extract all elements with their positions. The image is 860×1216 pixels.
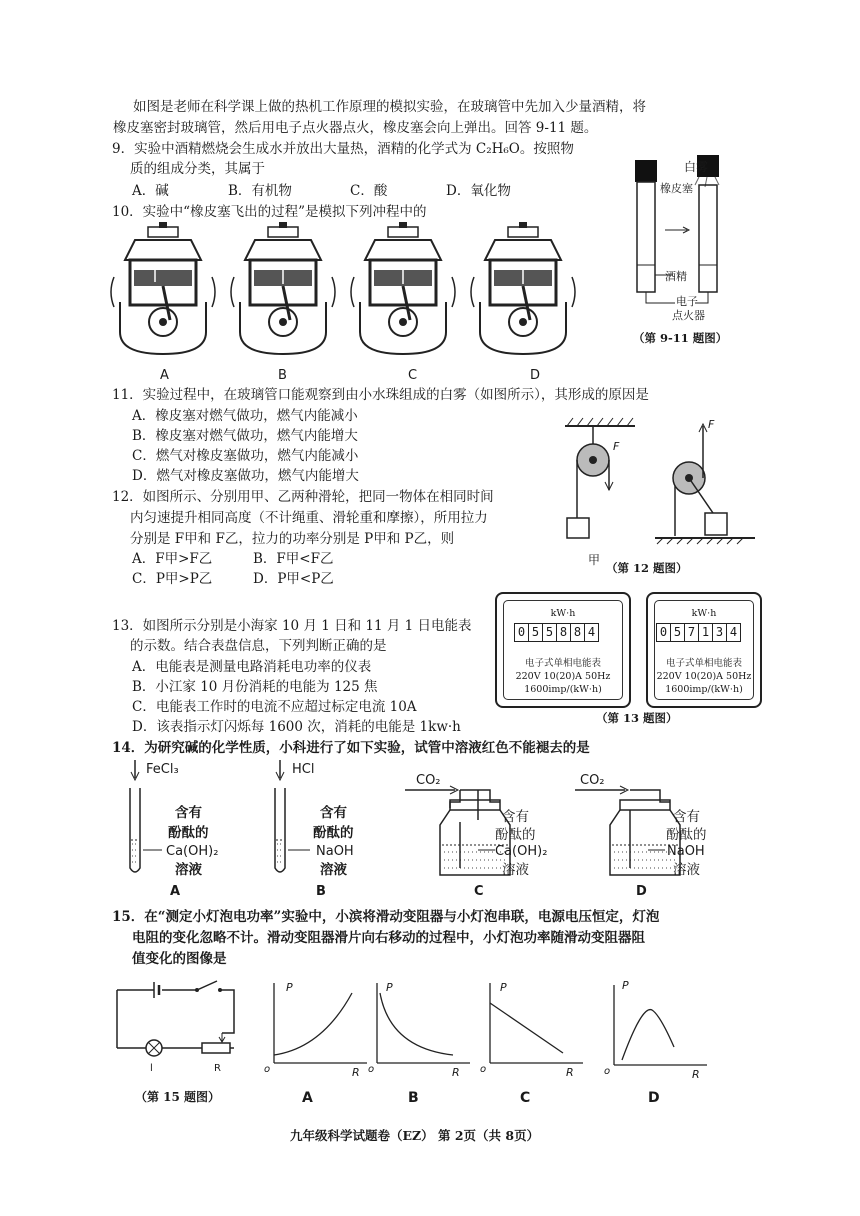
meter2-digit: 4 bbox=[726, 623, 741, 642]
q11-stem: 11．实验过程中，在玻璃管口能观察到由小水珠组成的白雾（如图所示），其形成的原因是 bbox=[112, 387, 649, 403]
q12-stem-3: 分别是 F甲和 F乙，拉力的功率分别是 P甲和 P乙，则 bbox=[130, 531, 455, 547]
graph-d-r: R bbox=[692, 1068, 700, 1081]
q14d-l2: 酚酞的 bbox=[666, 827, 707, 843]
q15-stem-3: 值变化的图像是 bbox=[132, 951, 227, 967]
q14c-reagent: CO₂ bbox=[416, 773, 441, 788]
q14d-l3: NaOH bbox=[667, 844, 705, 859]
fig911-label-igniter-2: 点火器 bbox=[672, 309, 705, 322]
q14a-l3: Ca(OH)₂ bbox=[166, 844, 219, 859]
q11-option-d: D．燃气对橡皮塞做功，燃气内能增大 bbox=[132, 468, 359, 484]
engine-figures bbox=[110, 222, 570, 362]
q12-option-d: D．P甲<P乙 bbox=[253, 571, 334, 587]
graph-b-option: B bbox=[408, 1090, 419, 1106]
engine-label-b: B bbox=[278, 368, 287, 383]
pulley-f-label-2: F bbox=[708, 418, 715, 431]
meter1-digit: 5 bbox=[542, 623, 557, 642]
q11-option-a: A．橡皮塞对燃气做功，燃气内能减小 bbox=[132, 408, 358, 424]
graph-a bbox=[272, 983, 372, 1068]
q12-caption: （第 12 题图） bbox=[606, 561, 688, 575]
meter2-digit: 3 bbox=[712, 623, 727, 642]
q14d-l4: 溶液 bbox=[673, 862, 700, 878]
meter2-unit: kW·h bbox=[691, 608, 717, 619]
meter1-spec: 220V 10(20)A 50Hz bbox=[515, 671, 611, 682]
meter2-digit: 1 bbox=[698, 623, 713, 642]
q9-option-c: C．酸 bbox=[350, 183, 388, 199]
q13-caption: （第 13 题图） bbox=[596, 711, 678, 725]
q13-option-a: A．电能表是测量电路消耗电功率的仪表 bbox=[132, 659, 372, 675]
meter1-name: 电子式单相电能表 bbox=[524, 658, 601, 669]
q15-stem-1: 15．在“测定小灯泡电功率”实验中，小滨将滑动变阻器与小灯泡串联，电源电压恒定，灯泡 bbox=[112, 909, 660, 925]
meter2-digit: 5 bbox=[670, 623, 685, 642]
engine-label-a: A bbox=[160, 368, 169, 383]
q13-option-b: B．小江家 10 月份消耗的电能为 125 焦 bbox=[132, 679, 378, 695]
intro-line-2: 橡皮塞密封玻璃管，然后用电子点火器点火，橡皮塞会向上弹出。回答 9-11 题。 bbox=[113, 120, 598, 136]
pulley-figure bbox=[565, 418, 755, 553]
graph-d bbox=[612, 985, 712, 1070]
graph-b bbox=[375, 983, 475, 1068]
meter1-digit: 4 bbox=[584, 623, 599, 642]
circuit-diagram bbox=[112, 975, 242, 1070]
meter1-imp: 1600imp/(kW·h) bbox=[524, 684, 602, 695]
q14c-l2: 酚酞的 bbox=[495, 827, 536, 843]
fig911-label-stopper: 橡皮塞 bbox=[660, 182, 693, 195]
q14d-reagent: CO₂ bbox=[580, 773, 605, 788]
meter1-digit: 8 bbox=[570, 623, 585, 642]
q14b-l3: NaOH bbox=[316, 844, 354, 859]
q14c-l3: Ca(OH)₂ bbox=[495, 844, 548, 859]
q12-stem-2: 内匀速提升相同高度（不计绳重、滑轮重和摩擦），所用拉力 bbox=[130, 510, 488, 526]
q15-caption: （第 15 题图） bbox=[135, 1090, 221, 1104]
q14a-option: A bbox=[170, 884, 181, 899]
q13-stem-1: 13．如图所示分别是小海家 10 月 1 日和 11 月 1 日电能表 bbox=[112, 618, 472, 634]
fig911-label-mist: 白雾 bbox=[684, 160, 709, 174]
graph-c bbox=[488, 983, 588, 1068]
graph-d-p: P bbox=[622, 979, 629, 992]
q9-stem-2: 质的组成分类，其属于 bbox=[130, 161, 265, 177]
meter2-imp: 1600imp/(kW·h) bbox=[665, 684, 743, 695]
q12-option-a: A．F甲>F乙 bbox=[132, 551, 213, 567]
engine-label-d: D bbox=[530, 368, 541, 383]
q14b-l4: 溶液 bbox=[320, 862, 347, 878]
q13-option-d: D．该表指示灯闪烁每 1600 次，消耗的电能是 1kw·h bbox=[132, 719, 461, 735]
pulley-f-label-1: F bbox=[613, 440, 620, 453]
graph-c-option: C bbox=[520, 1090, 531, 1106]
q14-stem: 14．为研究碱的化学性质，小科进行了如下实验，试管中溶液红色不能褪去的是 bbox=[112, 740, 590, 756]
q14a-reagent: FeCl₃ bbox=[146, 762, 179, 777]
graph-c-p: P bbox=[500, 981, 507, 994]
q14a-l1: 含有 bbox=[175, 805, 202, 821]
q15-stem-2: 电阻的变化忽略不计。滑动变阻器滑片向右移动的过程中，小灯泡功率随滑动变阻器阻 bbox=[132, 930, 645, 946]
meter2-digit: 0 bbox=[656, 623, 671, 642]
graph-d-option: D bbox=[648, 1090, 660, 1106]
meter1-digit: 0 bbox=[514, 623, 529, 642]
q10-stem: 10．实验中“橡皮塞飞出的过程”是模拟下列冲程中的 bbox=[112, 204, 427, 220]
graph-c-o: o bbox=[480, 1064, 487, 1075]
q12-stem-1: 12．如图所示、分别用甲、乙两种滑轮，把同一物体在相同时间 bbox=[112, 489, 494, 505]
graph-c-r: R bbox=[566, 1066, 574, 1079]
q14c-option: C bbox=[474, 884, 484, 899]
circuit-r-label: R bbox=[214, 1063, 221, 1074]
circuit-lamp-label: l bbox=[150, 1063, 153, 1074]
q14d-option: D bbox=[636, 884, 647, 899]
q11-option-c: C．燃气对橡皮塞做功，燃气内能减小 bbox=[132, 448, 359, 464]
q14a-l4: 溶液 bbox=[175, 862, 202, 878]
graph-a-r: R bbox=[352, 1066, 360, 1079]
fig911-label-alcohol: 酒精 bbox=[665, 270, 687, 283]
meter2-spec: 220V 10(20)A 50Hz bbox=[656, 671, 752, 682]
graph-a-option: A bbox=[302, 1090, 313, 1106]
q13-stem-2: 的示数。结合表盘信息，下列判断正确的是 bbox=[130, 638, 387, 654]
q14b-l1: 含有 bbox=[320, 805, 347, 821]
meter2-digits bbox=[656, 623, 740, 642]
graph-a-o: o bbox=[264, 1064, 271, 1075]
meter1-unit: kW·h bbox=[550, 608, 576, 619]
energy-meter-oct bbox=[495, 592, 631, 708]
q14a-l2: 酚酞的 bbox=[168, 825, 209, 841]
q14c-l4: 溶液 bbox=[502, 862, 529, 878]
q12-option-c: C．P甲>P乙 bbox=[132, 571, 213, 587]
graph-d-o: o bbox=[604, 1066, 611, 1077]
meter2-name: 电子式单相电能表 bbox=[665, 658, 742, 669]
meter1-digit: 5 bbox=[528, 623, 543, 642]
graph-b-p: P bbox=[386, 981, 393, 994]
q9-option-a: A．碱 bbox=[132, 183, 169, 199]
q14b-reagent: HCl bbox=[292, 762, 315, 777]
q9-stem-1: 9．实验中酒精燃烧会生成水并放出大量热，酒精的化学式为 C₂H₆O。按照物 bbox=[112, 141, 574, 157]
page-footer: 九年级科学试题卷（EZ） 第 2页（共 8页） bbox=[290, 1128, 540, 1143]
meter1-digit: 8 bbox=[556, 623, 571, 642]
q11-option-b: B．橡皮塞对燃气做功，燃气内能增大 bbox=[132, 428, 358, 444]
engine-label-c: C bbox=[408, 368, 418, 383]
intro-line-1: 如图是老师在科学课上做的热机工作原理的模拟实验，在玻璃管中先加入少量酒精，将 bbox=[133, 99, 646, 115]
q14b-option: B bbox=[316, 884, 326, 899]
q9-option-d: D．氧化物 bbox=[446, 183, 511, 199]
q14d-l1: 含有 bbox=[673, 809, 700, 825]
graph-b-r: R bbox=[452, 1066, 460, 1079]
graph-b-o: o bbox=[368, 1064, 375, 1075]
q14c-l1: 含有 bbox=[502, 809, 529, 825]
q12-option-b: B．F甲<F乙 bbox=[253, 551, 334, 567]
fig911-caption: （第 9-11 题图） bbox=[633, 331, 728, 345]
meter1-digits bbox=[514, 623, 598, 642]
fig911-label-igniter-1: 电子 bbox=[676, 295, 698, 308]
graph-a-p: P bbox=[286, 981, 293, 994]
q14b-l2: 酚酞的 bbox=[313, 825, 354, 841]
energy-meter-nov bbox=[646, 592, 762, 708]
pulley-jia-label: 甲 bbox=[588, 553, 601, 567]
q9-option-b: B．有机物 bbox=[228, 183, 292, 199]
meter2-digit: 7 bbox=[684, 623, 699, 642]
q13-option-c: C．电能表工作时的电流不应超过标定电流 10A bbox=[132, 699, 417, 715]
